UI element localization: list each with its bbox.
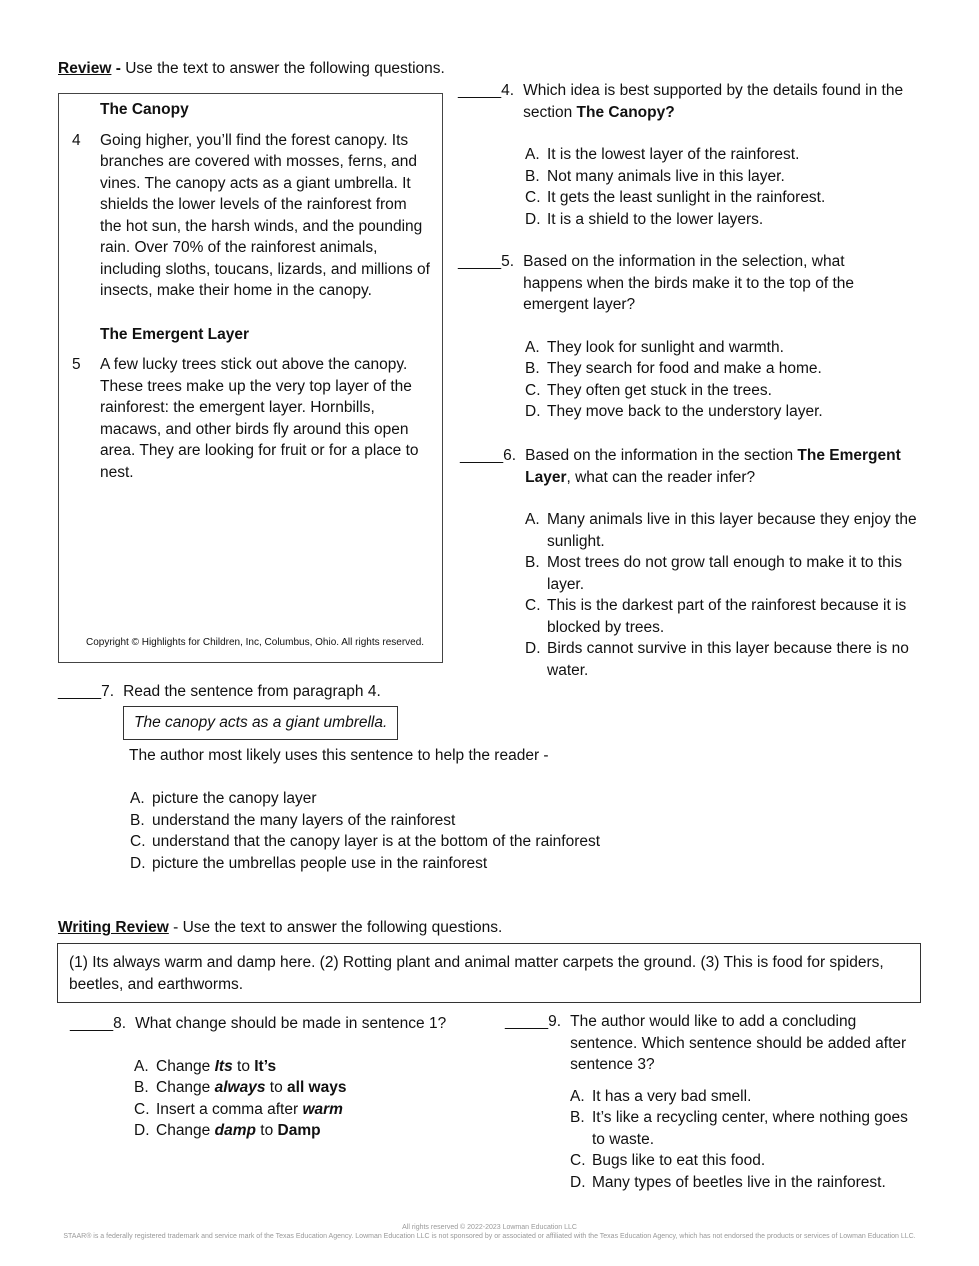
- option-letter: B.: [525, 167, 540, 185]
- answer-option[interactable]: [134, 1099, 490, 1121]
- option-letter: C.: [525, 189, 541, 206]
- option-text: It’s like a recycling center, where nothing goes to waste.: [592, 1109, 908, 1148]
- option-letter: B.: [134, 1079, 149, 1096]
- option-letter: C.: [525, 597, 541, 614]
- option-text: Change always to all ways: [156, 1079, 347, 1096]
- canopy-title: The Canopy: [100, 101, 189, 118]
- answer-option[interactable]: [525, 401, 908, 423]
- paragraph-number: 4: [72, 131, 81, 149]
- emergent-title: The Emergent Layer: [100, 325, 250, 343]
- option-text: Many types of beetles live in the rainforest.: [592, 1173, 886, 1191]
- answer-blank[interactable]: _____: [58, 683, 102, 700]
- option-text: understand the many layers of the rainforest: [152, 811, 456, 829]
- option-text: Bugs like to eat this food.: [592, 1152, 766, 1169]
- option-letter: B.: [570, 1109, 585, 1126]
- answer-blank[interactable]: _____: [460, 447, 504, 464]
- question-number: 6.: [503, 447, 517, 464]
- answer-option[interactable]: [570, 1107, 915, 1150]
- option-text: It is a shield to the lower layers.: [547, 210, 764, 228]
- option-text: Change Its to It’s: [156, 1057, 277, 1075]
- option-letter: C.: [134, 1100, 150, 1118]
- question-number: 9.: [548, 1013, 562, 1030]
- option-letter: C.: [570, 1152, 586, 1169]
- review-heading: Review - Use the text to answer the following questions.: [58, 60, 445, 77]
- option-letter: B.: [525, 360, 540, 377]
- answer-option[interactable]: [525, 337, 908, 359]
- option-text: understand that the canopy layer is at the bottom of the rainforest: [152, 833, 601, 850]
- question-4: [458, 80, 908, 230]
- option-letter: A.: [134, 1057, 149, 1075]
- question-text: Based on the information in the selection, what happens when the birds make it to the top of the emergent layer?: [523, 253, 854, 313]
- writing-passage: (1) Its always warm and damp here. (2) Rotting plant and animal matter carpets the ground. (3) This is food for spiders, beetles, and earthworms.: [57, 943, 921, 1003]
- writing-review-heading: [58, 917, 502, 939]
- question-number: 7.: [101, 683, 115, 700]
- answer-option[interactable]: [130, 831, 690, 853]
- answer-option[interactable]: [525, 552, 922, 595]
- option-text: picture the umbrellas people use in the rainforest: [152, 854, 488, 872]
- option-letter: D.: [525, 210, 541, 228]
- question-text: What change should be made in sentence 1?: [135, 1015, 447, 1032]
- answer-option[interactable]: [525, 144, 908, 166]
- option-text: This is the darkest part of the rainforest because it is blocked by trees.: [547, 597, 907, 636]
- answer-options: [570, 1086, 915, 1194]
- paragraph-number: 5: [72, 356, 81, 373]
- question-5: [458, 251, 908, 423]
- option-letter: D.: [525, 403, 541, 420]
- answer-blank[interactable]: _____: [505, 1013, 549, 1030]
- writing-review-instructions: - Use the text to answer the following questions.: [168, 919, 503, 936]
- option-letter: A.: [130, 790, 145, 807]
- option-letter: D.: [570, 1173, 586, 1191]
- footer-rights: All rights reserved © 2022-2023 Lowman Education LLC: [402, 1224, 577, 1231]
- answer-option[interactable]: [525, 595, 922, 638]
- answer-option[interactable]: [570, 1150, 915, 1172]
- option-text: Birds cannot survive in this layer because there is no water.: [547, 640, 909, 679]
- question-8: [70, 1013, 490, 1142]
- option-text: They look for sunlight and warmth.: [547, 338, 784, 356]
- answer-option[interactable]: [525, 187, 908, 209]
- question-7-prompt: The author most likely uses this sentence to help the reader -: [129, 747, 549, 764]
- review-label: Review: [58, 60, 112, 77]
- question-text: Read the sentence from paragraph 4.: [123, 683, 381, 700]
- option-letter: B.: [130, 811, 145, 829]
- option-letter: A.: [525, 511, 540, 528]
- question-7: [58, 681, 678, 703]
- answer-option[interactable]: [570, 1172, 915, 1194]
- option-text: They search for food and make a home.: [547, 360, 822, 377]
- option-letter: B.: [525, 554, 540, 571]
- answer-options: [525, 144, 908, 230]
- answer-option[interactable]: [130, 810, 690, 832]
- option-letter: D.: [130, 854, 146, 872]
- option-text: They move back to the understory layer.: [547, 403, 823, 420]
- answer-option[interactable]: [525, 509, 922, 552]
- option-text: Many animals live in this layer because they enjoy the sunlight.: [547, 511, 917, 550]
- answer-option[interactable]: [525, 380, 908, 402]
- question-9: [505, 1011, 915, 1193]
- paragraph-text: Going higher, you’ll find the forest canopy. Its branches are covered with mosses, ferns, and vines. The canopy acts as a giant umbrella. It shields the lower levels of the rainforest from the hot sun, the harsh winds, and the pounding rain. Over 70% of the rainforest animals, including sloths, toucans, lizards, and millions of insects, make their home in the canopy.: [100, 131, 430, 299]
- question-text: The author would like to add a concluding sentence. Which sentence should be added after sentence 3?: [570, 1013, 907, 1073]
- question-text: Which idea is best supported by the details found in the section The Canopy?: [523, 82, 904, 121]
- option-letter: D.: [525, 640, 541, 657]
- answer-option[interactable]: [525, 166, 908, 188]
- option-letter: A.: [525, 338, 540, 356]
- option-letter: A.: [525, 146, 540, 163]
- answer-option[interactable]: [525, 209, 908, 231]
- answer-options: [130, 788, 690, 874]
- answer-options: [525, 337, 908, 423]
- answer-blank[interactable]: _____: [458, 82, 502, 99]
- answer-options: [134, 1056, 490, 1142]
- paragraph-5: [72, 354, 432, 483]
- answer-option[interactable]: [130, 853, 690, 875]
- question-number: 5.: [501, 253, 515, 270]
- option-letter: A.: [570, 1087, 585, 1105]
- answer-blank[interactable]: _____: [458, 253, 502, 270]
- passage-copyright: Copyright © Highlights for Children, Inc, Columbus, Ohio. All rights reserved.: [86, 637, 425, 648]
- answer-option[interactable]: [130, 788, 690, 810]
- answer-option[interactable]: [134, 1120, 490, 1142]
- option-text: Not many animals live in this layer.: [547, 167, 785, 185]
- paragraph-4: [72, 130, 432, 302]
- option-text: Insert a comma after warm: [156, 1100, 343, 1118]
- answer-option[interactable]: [570, 1086, 915, 1108]
- answer-option[interactable]: [525, 638, 922, 681]
- question-number: 8.: [113, 1015, 127, 1032]
- question-text: Based on the information in the section The Emergent Layer, what can the reader infer?: [525, 447, 901, 486]
- option-text: It is the lowest layer of the rainforest.: [547, 146, 800, 163]
- answer-option[interactable]: [134, 1056, 490, 1078]
- answer-option[interactable]: [525, 358, 908, 380]
- option-letter: C.: [525, 381, 541, 399]
- review-instructions: Use the text to answer the following questions.: [125, 60, 445, 77]
- answer-option[interactable]: [134, 1077, 490, 1099]
- paragraph-text: A few lucky trees stick out above the canopy. These trees make up the very top layer of the rainforest: the emergent layer. Hornbills, macaws, and other birds fly around this open area. They are looking for fruit or for a place to nest.: [100, 356, 419, 481]
- option-text: Change damp to Damp: [156, 1122, 321, 1139]
- option-text: It gets the least sunlight in the rainforest.: [547, 189, 826, 206]
- question-number: 4.: [501, 82, 515, 99]
- option-text: picture the canopy layer: [152, 790, 317, 807]
- quoted-sentence: The canopy acts as a giant umbrella.: [123, 706, 398, 740]
- writing-review-label: Writing Review: [58, 919, 169, 936]
- footer-trademark: STAAR® is a federally registered trademark and service mark of the Texas Education Agency. Lowman Education LLC is not sponsored by or associated or affiliated with the Texas Education Agency, which has not endorsed the products or services of Lowman Education LLC.: [63, 1233, 916, 1240]
- option-text: Most trees do not grow tall enough to make it to this layer.: [547, 554, 902, 593]
- question-6: [460, 445, 922, 681]
- answer-options: [525, 509, 922, 681]
- footer: [0, 1223, 979, 1241]
- option-text: They often get stuck in the trees.: [547, 381, 772, 399]
- option-letter: D.: [134, 1122, 150, 1139]
- passage-content: [72, 99, 432, 483]
- option-letter: C.: [130, 833, 146, 850]
- answer-blank[interactable]: _____: [70, 1015, 114, 1032]
- option-text: It has a very bad smell.: [592, 1087, 752, 1105]
